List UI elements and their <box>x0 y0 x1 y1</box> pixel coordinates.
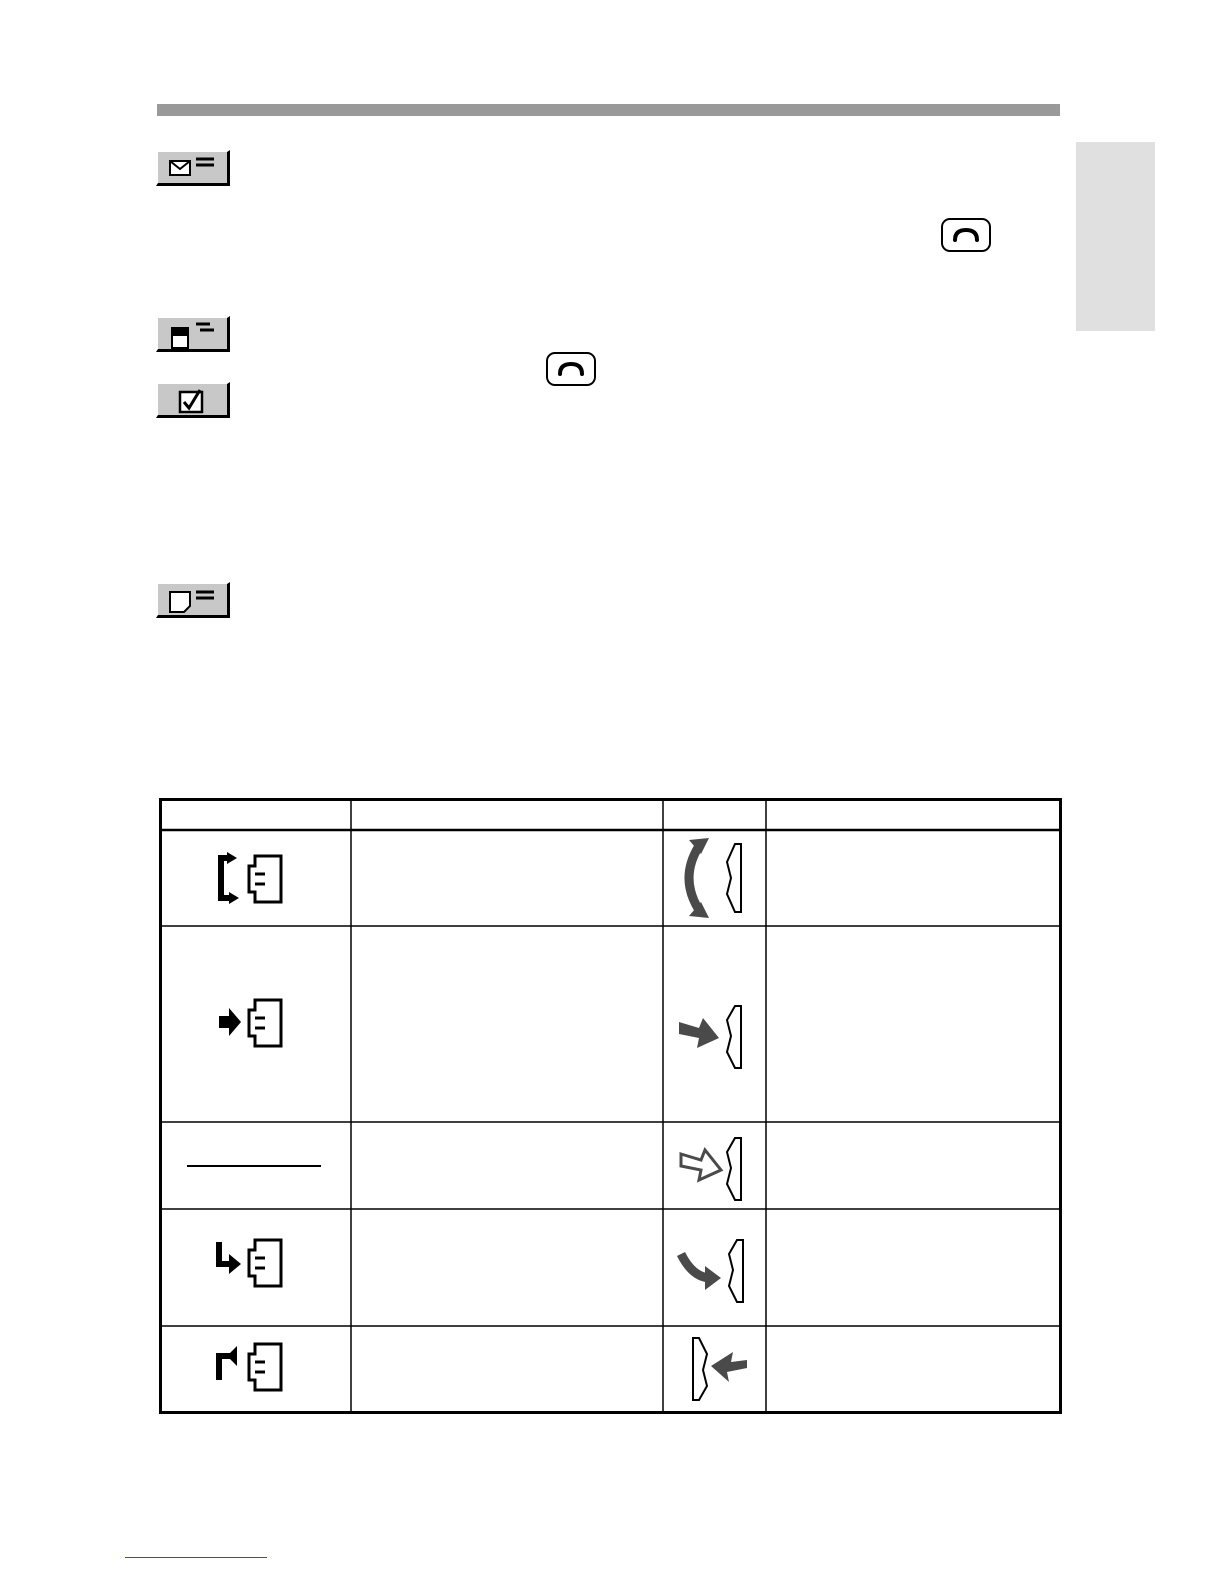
jog-curve-arrow-icon <box>675 1238 755 1304</box>
table-header <box>159 798 351 830</box>
status-icon-table <box>159 798 1062 1414</box>
call-waiting-phone-icon <box>215 852 289 908</box>
jog-rotate-updown-icon <box>675 834 755 922</box>
header-rule <box>157 104 1060 116</box>
side-tab <box>1076 142 1155 331</box>
jog-press-outline-arrow-icon <box>675 1136 755 1202</box>
memo-page-icon <box>156 582 230 618</box>
table-header <box>351 798 663 830</box>
send-key-icon <box>546 352 596 386</box>
return-arrow-phone-icon <box>213 1340 289 1396</box>
message-envelope-icon <box>156 150 230 186</box>
table-header <box>663 798 766 830</box>
checkbox-icon <box>156 382 230 418</box>
jog-press-solid-arrow-icon <box>675 1002 755 1072</box>
forward-arrow-phone-icon <box>213 1236 289 1292</box>
footer-link-underline[interactable] <box>125 1557 267 1558</box>
jog-side-press-icon <box>683 1334 753 1402</box>
phone-signal-icon <box>156 316 230 352</box>
blank-line <box>187 1165 321 1167</box>
table-header <box>766 798 1062 830</box>
send-key-icon <box>941 218 991 252</box>
incoming-arrow-phone-icon <box>215 996 289 1052</box>
